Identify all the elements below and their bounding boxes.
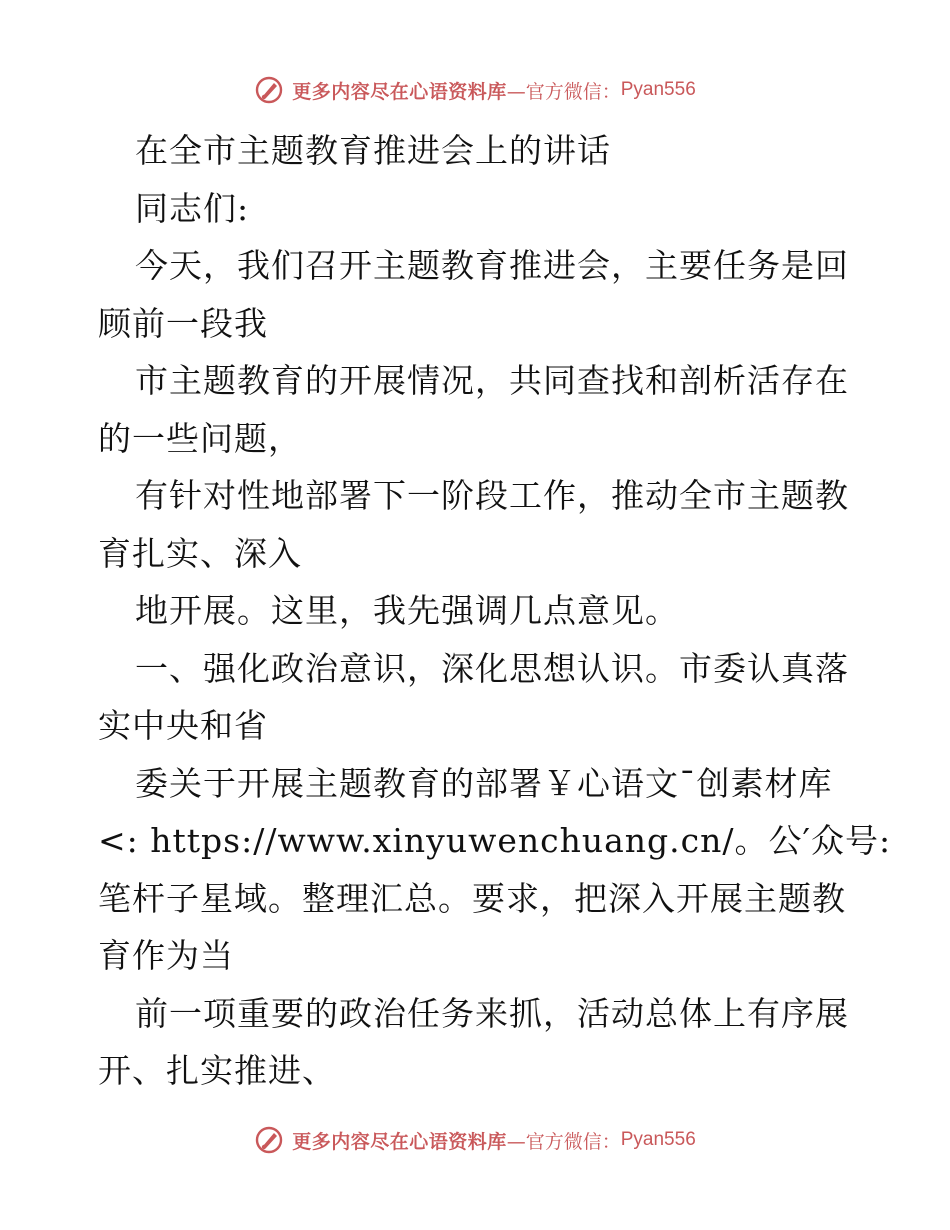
banner-wechat-id: Pyan556 xyxy=(620,79,696,100)
text-line: 前一项重要的政治任务来抓，活动总体上有序展 xyxy=(135,993,849,1033)
header-watermark-banner xyxy=(0,70,950,110)
banner-main-text: 更多内容尽在心语资料库 xyxy=(292,80,507,103)
banner-sub-text: —官方微信： xyxy=(506,80,621,103)
text-line: 的一些问题， xyxy=(98,418,302,458)
text-line: 今天，我们召开主题教育推进会，主要任务是回 xyxy=(135,246,849,285)
text-line: 笔杆子星域。整理汇总。要求，把深入开展主题教 xyxy=(98,878,846,918)
banner-wechat-id: Pyan556 xyxy=(620,1129,696,1150)
brush-logo-icon xyxy=(254,1125,284,1155)
text-line: 地开展。这里，我先强调几点意见。 xyxy=(135,591,679,630)
text-line: 开、扎实推进、 xyxy=(98,1051,336,1090)
text-line: 市主题教育的开展情况，共同查找和剖析活存在 xyxy=(135,361,849,400)
text-line: 委关于开展主题教育的部署￥心语文¯创素材库 xyxy=(135,763,833,803)
text-line: 一、强化政治意识，深化思想认识。市委认真落 xyxy=(135,648,849,688)
text-line: 育作为当 xyxy=(98,936,234,975)
text-line: <: https://www.xinyuwenchuang.cn/。公′众号: xyxy=(98,821,892,860)
document-title: 在全市主题教育推进会上的讲话 xyxy=(135,131,611,170)
text-line: 实中央和省 xyxy=(98,706,268,745)
text-line: 有针对性地部署下一阶段工作，推动全市主题教 xyxy=(135,476,849,515)
brush-logo-icon xyxy=(254,75,284,105)
text-line: 同志们: xyxy=(135,188,250,228)
banner-sub-text: —官方微信： xyxy=(506,1130,621,1153)
footer-watermark-banner xyxy=(0,1120,950,1160)
text-line: 顾前一段我 xyxy=(98,303,268,343)
document-body xyxy=(98,122,892,1100)
banner-main-text: 更多内容尽在心语资料库 xyxy=(292,1130,507,1153)
text-line: 育扎实、深入 xyxy=(98,533,302,573)
